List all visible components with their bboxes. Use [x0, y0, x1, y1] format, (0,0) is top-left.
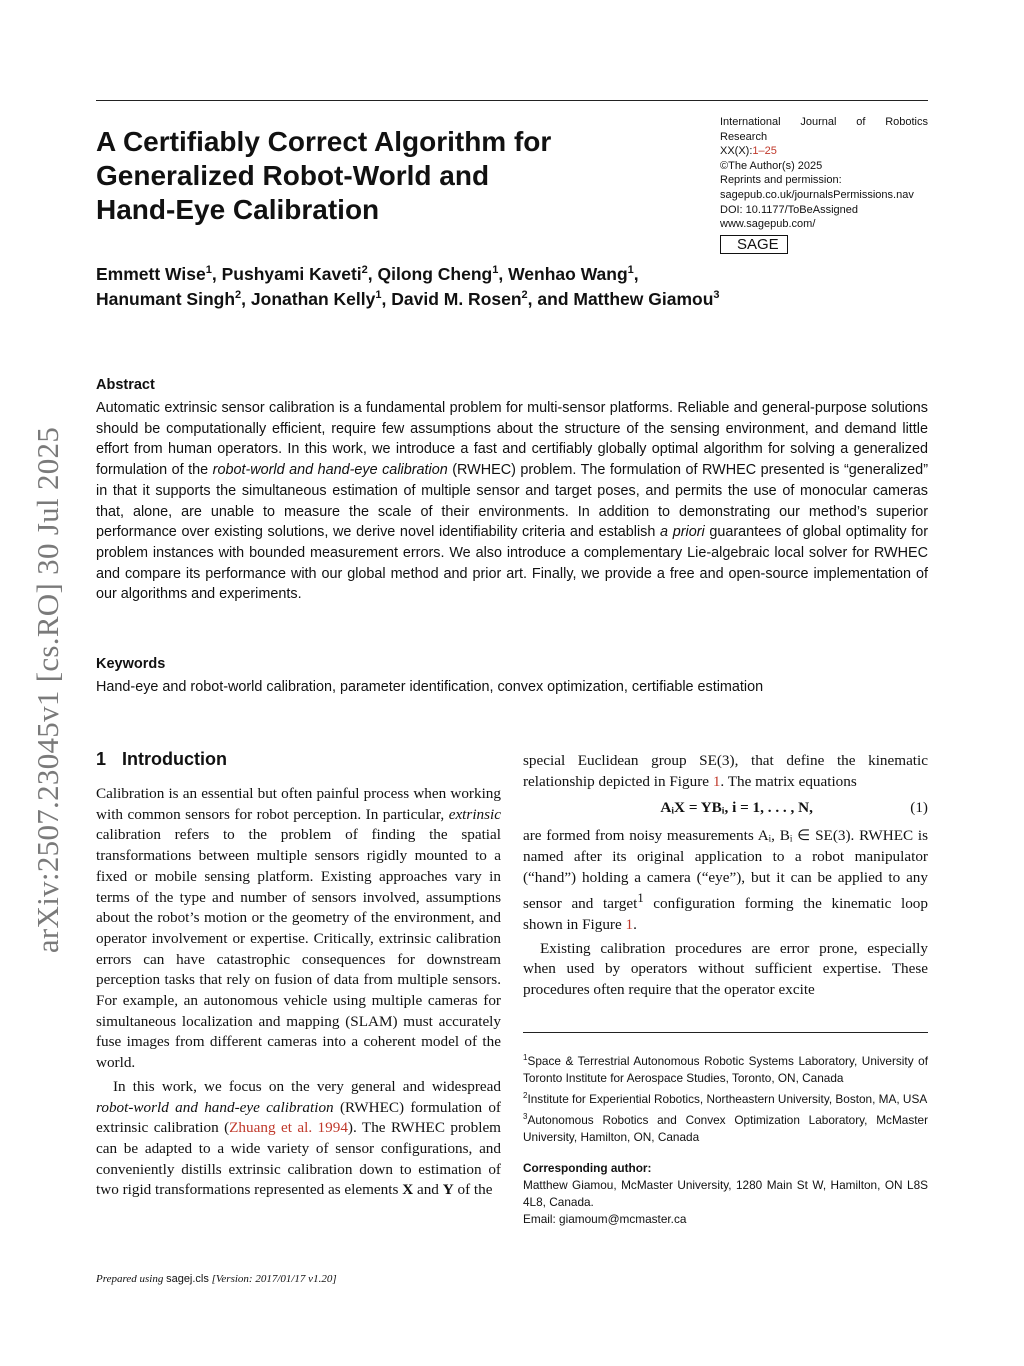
paragraph: In this work, we focus on the very general and widespread robot-world and hand-eye calibration (RWHEC) formulation of extrinsic calibration (Zhuang et al. 1994). The RWHEC problem can be adapted to a wide variety of sensor configurations, and conveniently distills extrinsic calibration down to estimation of two rigid transformations represented as elements X and Y of the: [96, 1077, 501, 1199]
author: Emmett Wise$^1$,: [96, 264, 222, 284]
left-column: [96, 784, 501, 1201]
reprints-url: sagepub.co.uk/journalsPermissions.nav: [720, 188, 914, 201]
paragraph: Existing calibration procedures are error prone, especially when used by operators without sufficient expertise. These procedures often require that the operator excite: [523, 939, 928, 999]
author-line-2: [96, 287, 928, 312]
doi: DOI: 10.1177/ToBeAssigned: [720, 203, 858, 216]
volume: XX(X):1–25: [720, 145, 777, 158]
title-line: Hand-Eye Calibration: [96, 194, 380, 225]
paper-title: [96, 125, 656, 227]
affiliation: $^2$Institute for Experiential Robotics, Northeastern University, Boston, MA, USA: [523, 1090, 928, 1106]
title-line: Generalized Robot-World and: [96, 160, 490, 191]
author-list: [96, 262, 928, 312]
author: David M. Rosen$^2$, and: [391, 289, 574, 309]
figure-ref-link[interactable]: 1: [712, 772, 721, 790]
abstract-body: Automatic extrinsic sensor calibration is a fundamental problem for multi-sensor platforms. Reliable and general-purpose solutions should be computationally efficient, require few assumptions about the structure of the sensing environment, and demand little effort from human operators. In this work, we introduce a fast and certifiably globally optimal algorithm for solving a generalized formulation of the robot-world and hand-eye calibration (RWHEC) problem. The formulation of RWHEC presented is “generalized” in that it supports the simultaneous estimation of multiple sensor and target poses, and permits the use of monocular cameras that, alone, are unable to measure the scale of their environments. In addition to demonstrating our method’s superior performance over existing solutions, we derive novel identifiability criteria and establish a priori guarantees of global optimality for problem instances with bounded measurement errors. We also introduce a complementary Lie-algebraic local solver for RWHEC and compare its performance with our global method and prior art. Finally, we provide a free and open-source implementation of our algorithms and experiments.: [96, 400, 928, 603]
title-line: A Certifiably Correct Algorithm for: [96, 126, 552, 157]
arxiv-sidebar: [18, 380, 78, 1000]
publisher-website: www.sagepub.com/: [720, 218, 816, 231]
citation-link[interactable]: Zhuang et al. 1994: [229, 1119, 348, 1137]
paragraph: special Euclidean group SE(3), that define the kinematic relationship depicted in Figure 1. The matrix equations: [523, 752, 928, 790]
journal-name: International Journal of Robotics: [720, 116, 928, 128]
keywords-body: Hand-eye and robot-world calibration, parameter identification, convex optimization, certifiable estimation: [96, 679, 764, 695]
affiliations: [523, 1049, 928, 1228]
arxiv-id: arXiv:2507.23045v1 [cs.RO] 30 Jul 2025: [30, 426, 65, 954]
affiliation: $^3$Autonomous Robotics and Convex Optimization Laboratory, McMaster University, Hamilton, ON, Canada: [523, 1111, 928, 1144]
author: Matthew Giamou$^3$: [573, 289, 720, 309]
copyright: ©The Author(s) 2025: [720, 159, 823, 172]
keywords-heading: Keywords: [96, 656, 166, 672]
corresponding-author-email[interactable]: Email: giamoum@mcmaster.ca: [523, 1211, 687, 1226]
paragraph: Calibration is an essential but often painful process when working with common sensors for robot perception. In particular, extrinsic calibration refers to the problem of finding the spatial transformations between multiple sensors rigidly mounted to a fixed or mobile sensing platform. Existing approaches vary in terms of the type and number of sensors involved, assumptions about the robot’s motion or the geometry of the environment, and operator involvement or expertise. Critically, extrinsic calibration errors can have catastrophic consequences for downstream perception tasks that rely on fusion of data from multiple sensors. For example, an autonomous vehicle using multiple cameras for simultaneous localization and mapping (SLAM) must accurately fuse images from different cameras into a coherent model of the world.: [96, 785, 501, 1072]
corresponding-author-heading: Corresponding author:: [523, 1160, 652, 1175]
sage-logo: SAGE: [720, 235, 788, 254]
corresponding-author-address: Matthew Giamou, McMaster University, 1280 Main St W, Hamilton, ON L8S 4L8, Canada.: [523, 1177, 928, 1209]
author: Qilong Cheng$^1$,: [377, 264, 509, 284]
author: Pushyami Kaveti$^2$,: [221, 264, 378, 284]
top-rule: [96, 100, 928, 101]
author: Wenhao Wang$^1$,: [508, 264, 639, 284]
abstract-heading: Abstract: [96, 377, 155, 393]
paragraph: are formed from noisy measurements Aᵢ, Bᵢ ∈ SE(3). RWHEC is named after its original application to a robot manipulator (“hand”) holding a camera (“eye”), but it can be applied to any sensor and target$^1$ configuration forming the kinematic loop shown in Figure 1.: [523, 827, 928, 933]
journal-name-line2: Research: [720, 130, 768, 143]
reprints-label: Reprints and permission:: [720, 174, 842, 187]
equation-number: (1): [910, 799, 928, 817]
footnote-marker[interactable]: 1: [637, 891, 644, 906]
figure-ref-link[interactable]: 1: [625, 915, 634, 933]
author: Hanumant Singh$^2$,: [96, 289, 251, 309]
right-column: [523, 751, 928, 1001]
prepared-using-note: Prepared using sagej.cls [Version: 2017/01/17 v1.20]: [96, 1273, 337, 1285]
author: Jonathan Kelly$^1$,: [250, 289, 392, 309]
journal-meta: [720, 115, 928, 254]
equation-expression: AᵢX = YBᵢ, i = 1, . . . , N,: [660, 799, 813, 817]
page-range-link[interactable]: 1–25: [752, 145, 777, 158]
section-heading-introduction: 1 Introduction: [96, 749, 227, 769]
equation-1: [523, 798, 928, 819]
author-line-1: [96, 262, 928, 287]
affiliation: $^1$Space & Terrestrial Autonomous Robotic Systems Laboratory, University of Toronto Institute for Aerospace Studies, Toronto, ON, Canada: [523, 1053, 928, 1085]
footnote-rule: [523, 1032, 928, 1033]
